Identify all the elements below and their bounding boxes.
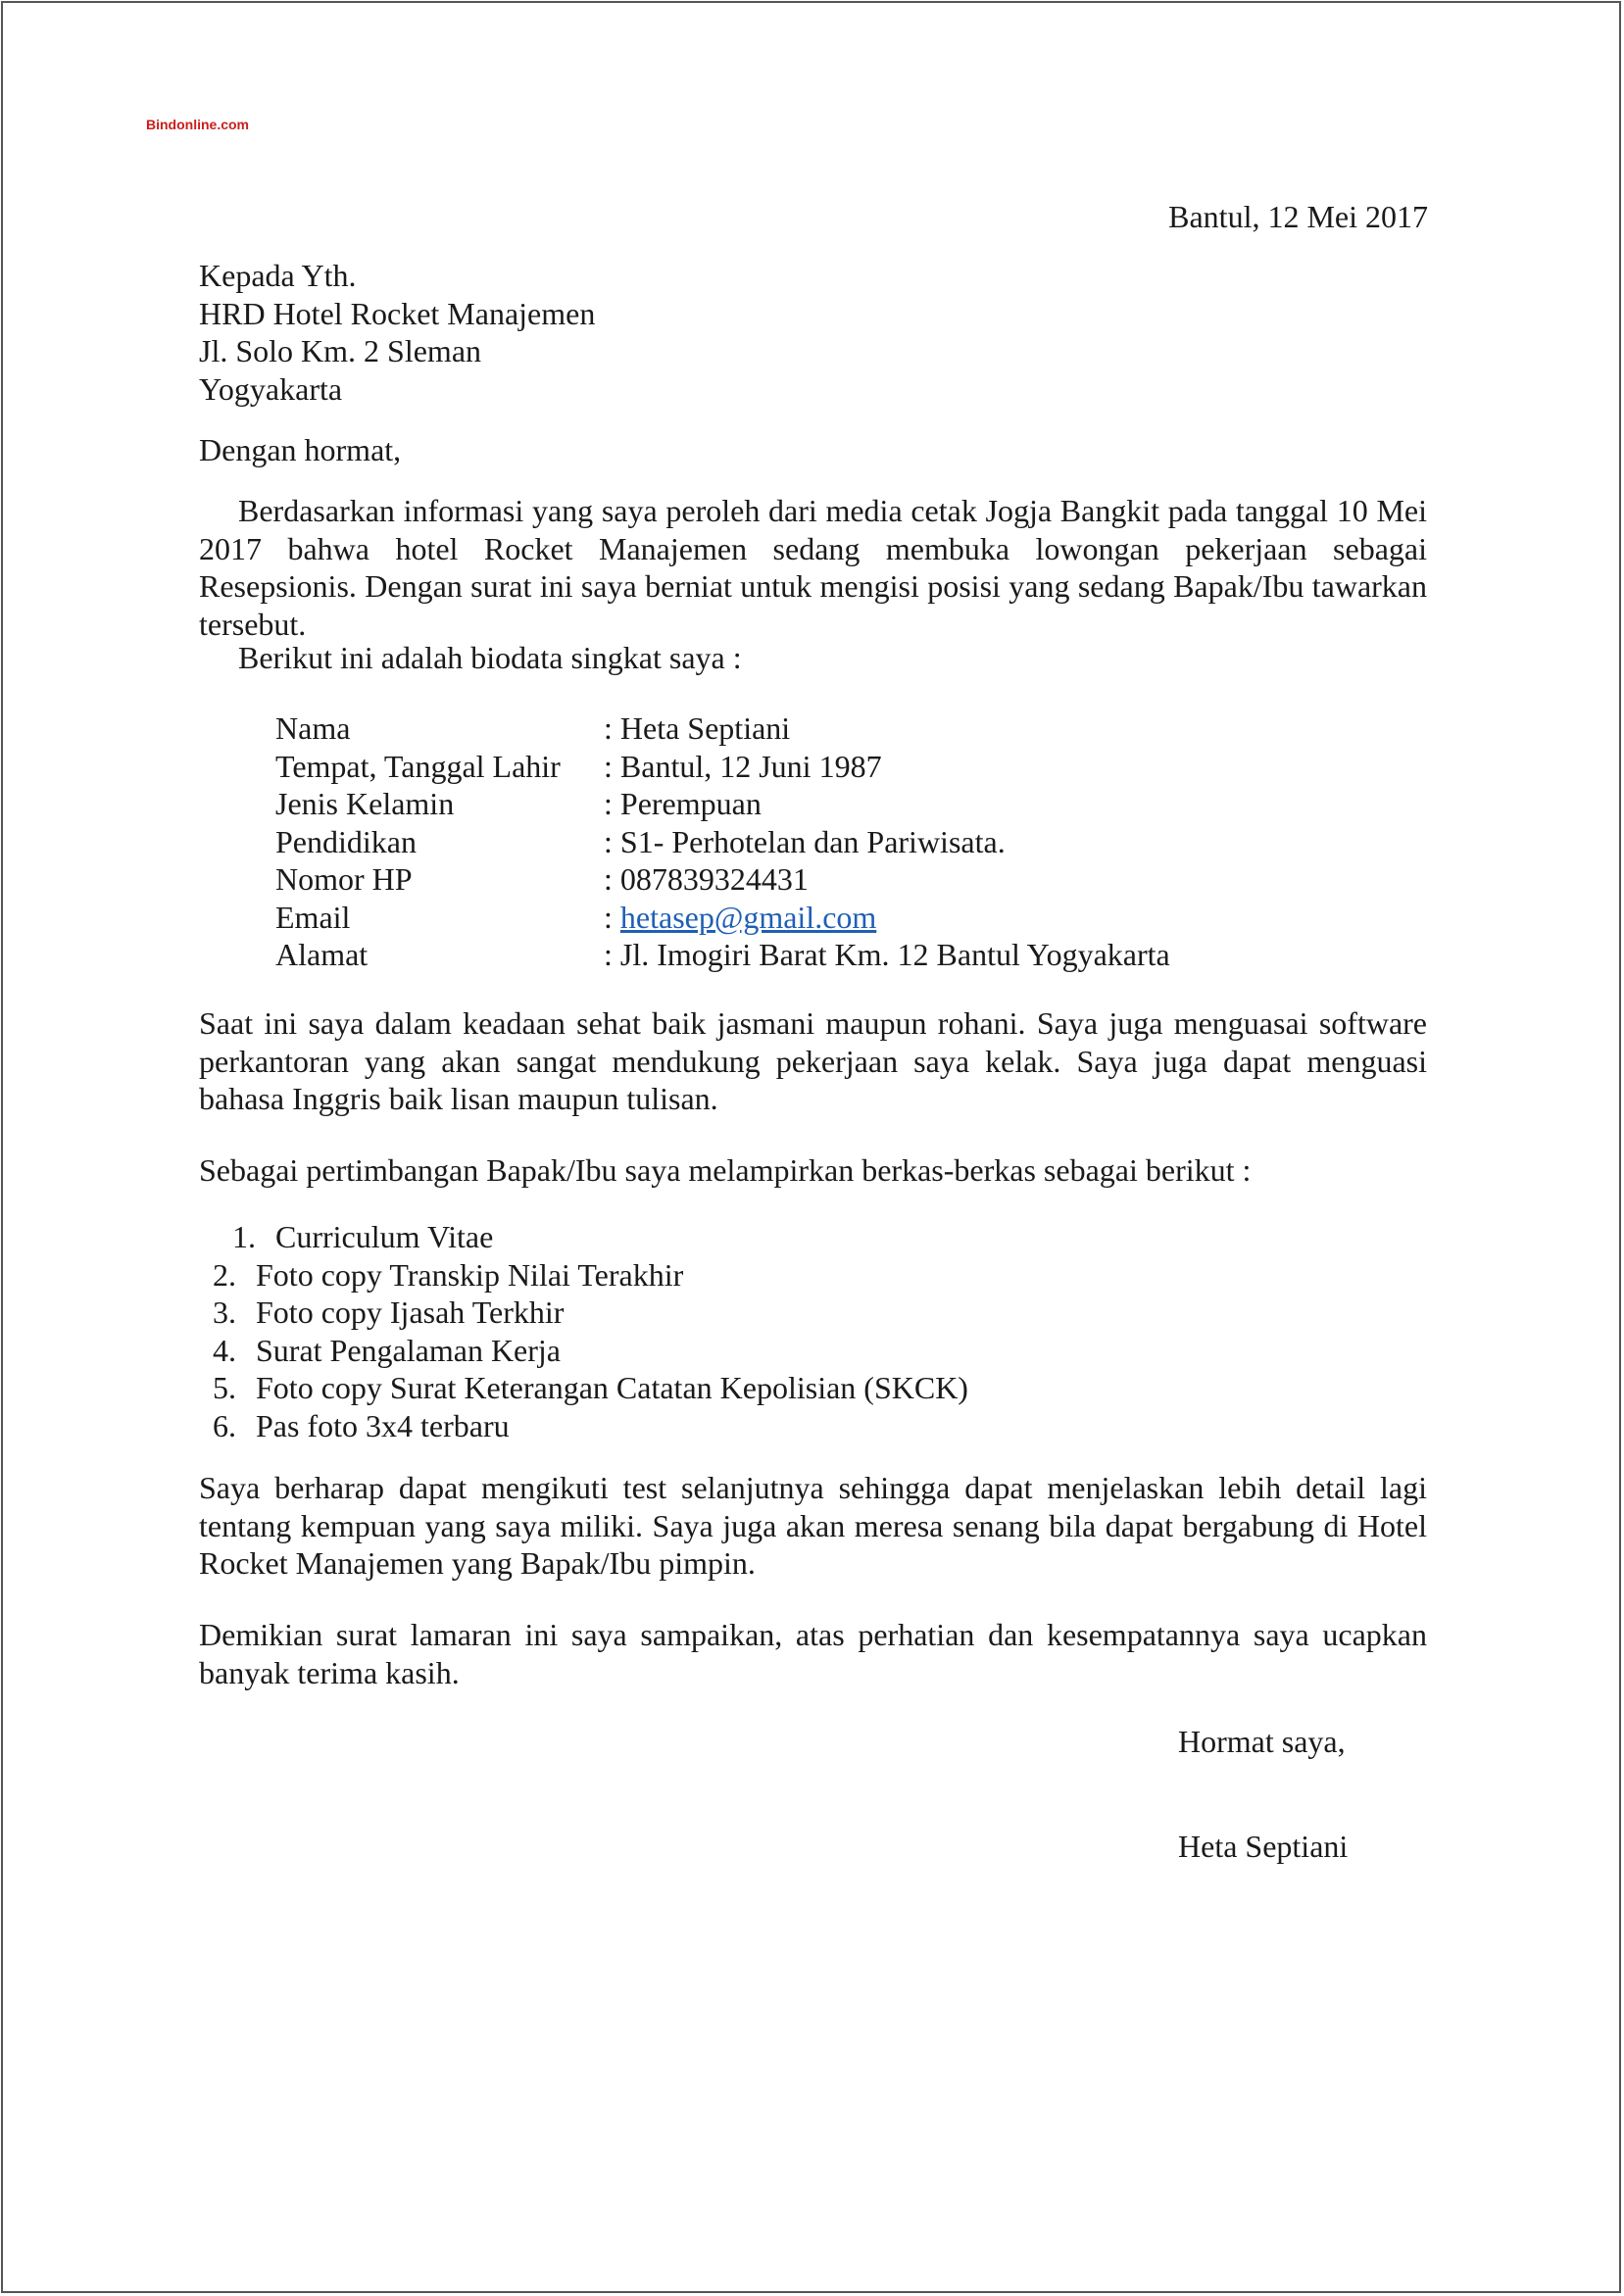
paragraph-hope: Saya berharap dapat mengikuti test selanjutnya sehingga dapat menjelaskan lebih detail lagi tentang kempuan yang saya miliki. Saya juga akan meresa senang bila dapat bergabung di Hotel Rocket Manajemen yang Bapak/Ibu pimpin. [199, 1470, 1427, 1581]
salutation: Dengan hormat, [199, 432, 402, 467]
biodata-value: : Jl. Imogiri Barat Km. 12 Bantul Yogyakarta [604, 937, 1170, 972]
biodata-label: Nomor HP [275, 861, 413, 897]
biodata-value: : Perempuan [604, 786, 762, 821]
list-number: 4. [213, 1332, 236, 1368]
biodata-label: Tempat, Tanggal Lahir [275, 748, 561, 784]
list-item [199, 1332, 968, 1370]
place-date: Bantul, 12 Mei 2017 [1168, 199, 1428, 234]
biodata-label: Nama [275, 710, 351, 746]
list-number: 6. [213, 1407, 236, 1443]
paragraph-intro: Berdasarkan informasi yang saya peroleh dari media cetak Jogja Bangkit pada tanggal 10 Mei 2017 bahwa hotel Rocket Manajemen sedang membuka lowongan pekerjaan sebagai Resepsionis. Dengan surat ini saya berniat untuk mengisi posisi yang sedang Bapak/Ibu tawarkan tersebut. [199, 493, 1427, 642]
list-text: Curriculum Vitae [275, 1219, 494, 1254]
biodata-value: : Heta Septiani [604, 710, 791, 746]
watermark: Bindonline.com [146, 117, 249, 132]
list-item [199, 1369, 968, 1407]
list-item [199, 1218, 968, 1256]
biodata-label: Alamat [275, 937, 369, 972]
recipient-line: Jl. Solo Km. 2 Sleman [199, 333, 482, 368]
biodata-row [275, 748, 1170, 786]
list-text: Surat Pengalaman Kerja [256, 1332, 561, 1368]
paragraph-closing: Demikian surat lamaran ini saya sampaikan, atas perhatian dan kesempatannya saya ucapkan banyak terima kasih. [199, 1617, 1427, 1690]
biodata-intro: Berikut ini adalah biodata singkat saya : [238, 640, 742, 675]
list-text: Foto copy Transkip Nilai Terakhir [256, 1256, 684, 1293]
biodata-row [275, 899, 1170, 937]
attachments-list [199, 1218, 968, 1444]
list-item [199, 1294, 968, 1332]
recipient-line: HRD Hotel Rocket Manajemen [199, 295, 596, 331]
list-number: 5. [213, 1370, 236, 1405]
list-number: 3. [213, 1295, 236, 1330]
list-number: 2. [213, 1256, 236, 1293]
recipient-line: Kepada Yth. [199, 258, 357, 293]
biodata-label: Email [275, 899, 351, 935]
list-item [199, 1407, 968, 1445]
list-text: Foto copy Surat Keterangan Catatan Kepolisian (SKCK) [256, 1370, 968, 1405]
biodata-row [275, 860, 1170, 899]
biodata-label: Pendidikan [275, 823, 417, 859]
biodata-value: : Bantul, 12 Juni 1987 [604, 748, 882, 784]
biodata-label: Jenis Kelamin [275, 786, 455, 821]
biodata-value: : 087839324431 [604, 861, 809, 897]
biodata-table [275, 709, 1170, 974]
biodata-value [604, 899, 876, 937]
list-text: Pas foto 3x4 terbaru [256, 1407, 510, 1443]
signature-name: Heta Septiani [1178, 1829, 1349, 1864]
biodata-row [275, 936, 1170, 974]
list-text: Foto copy Ijasah Terkhir [256, 1295, 565, 1330]
biodata-value: : S1- Perhotelan dan Pariwisata. [604, 823, 1006, 859]
closing-greeting: Hormat saya, [1178, 1724, 1346, 1759]
email-link[interactable]: hetasep@gmail.com [619, 899, 877, 935]
biodata-row [275, 785, 1170, 823]
paragraph-attachments-intro: Sebagai pertimbangan Bapak/Ibu saya melampirkan berkas-berkas sebagai berikut : [199, 1152, 1252, 1188]
recipient-block [199, 257, 595, 408]
list-number: 1. [232, 1219, 256, 1254]
biodata-row [275, 709, 1170, 748]
email-prefix: : [604, 899, 620, 935]
biodata-row [275, 823, 1170, 861]
list-item [199, 1256, 968, 1295]
recipient-line: Yogyakarta [199, 370, 343, 407]
paragraph-health: Saat ini saya dalam keadaan sehat baik jasmani maupun rohani. Saya juga menguasai software perkantoran yang akan sangat mendukung pekerjaan saya kelak. Saya juga dapat menguasi bahasa Inggris baik lisan maupun tulisan. [199, 1005, 1427, 1116]
